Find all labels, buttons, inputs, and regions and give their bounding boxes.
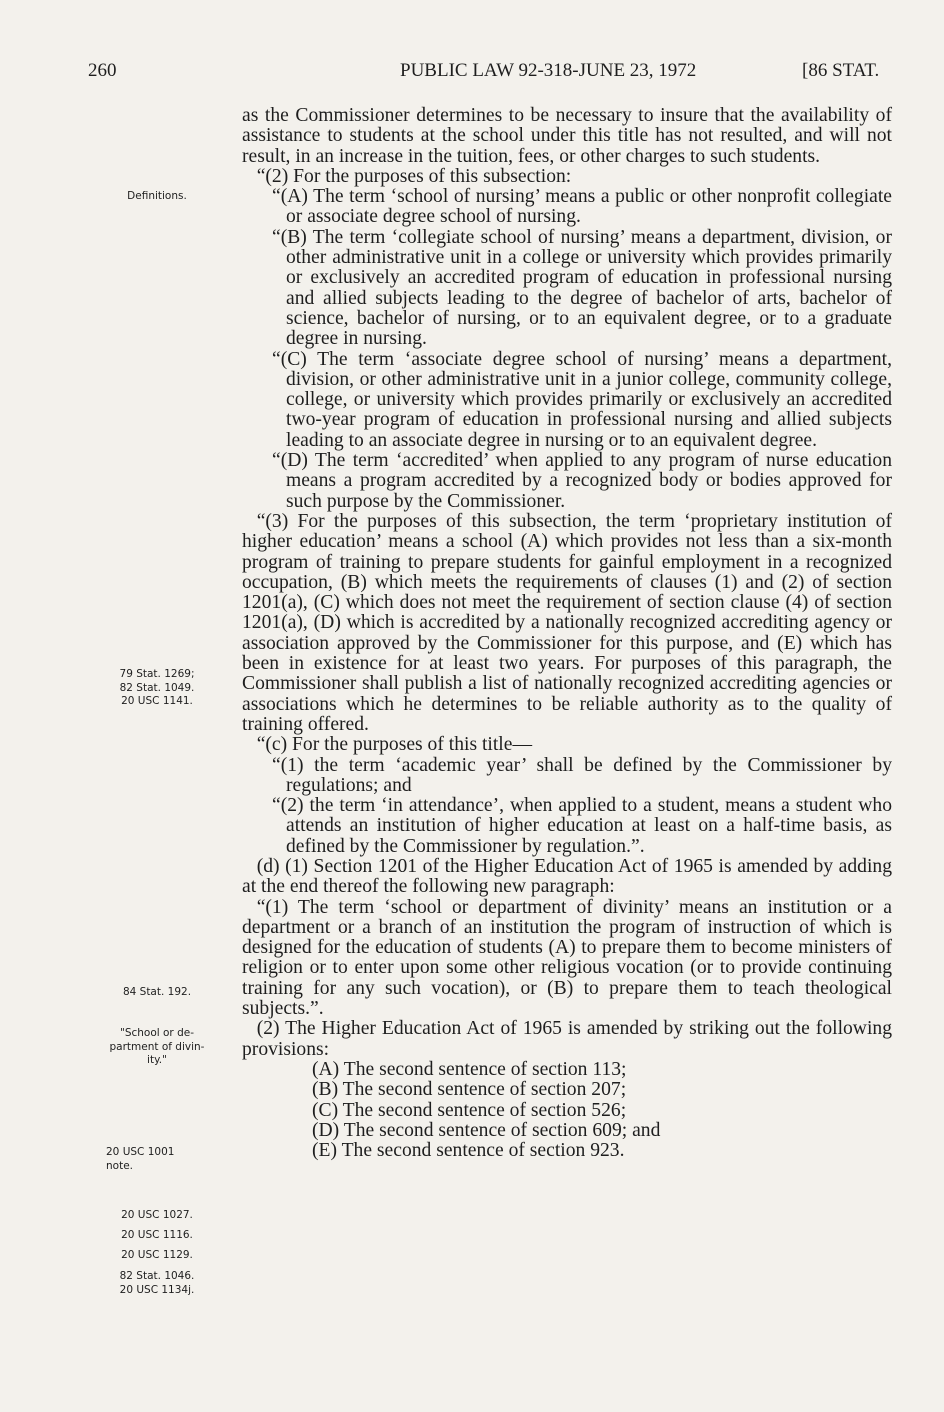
list-item: (A) The second sentence of section 113; [312,1058,627,1080]
running-title: PUBLIC LAW 92-318-JUNE 23, 1972 [400,60,697,81]
paragraph: “(B) The term ‘collegiate school of nursing’ means a department, division, or other administrative unit in a college or university which provides primarily or exclusively an accredited program of education in professional nursing and allied subjects leading to the degree of bachelor of arts, bachelor of science, bachelor of nursing, or to an equivalent degree, or to a graduate degree in nursing. [272,226,892,350]
margin-note-divinity: "School or de- partment of divin- ity." [109,1027,205,1067]
paragraph: “(1) The term ‘school or department of divinity’ means an institution or a department or a branch of an institution the program of instruction of which is designed for the education of students (A) to prepare them to become ministers of religion or to enter upon some other religious vocation (or to provide continuing training for any such vocation), or (B) to prepare them to teach theological subjects.”. [242,896,892,1020]
margin-note-citation: 79 Stat. 1269; 82 Stat. 1049. 20 USC 1141. [119,668,195,708]
margin-note-definitions: Definitions. [127,190,187,202]
margin-note-citation: 20 USC 1001 note. [106,1146,175,1172]
list-item: (C) The second sentence of section 526; [312,1099,627,1121]
list-item: (E) The second sentence of section 923. [312,1140,625,1162]
paragraph: (2) The Higher Education Act of 1965 is amended by striking out the following provisions: [242,1018,892,1060]
paragraph: “(3) For the purposes of this subsection, the term ‘proprietary institution of higher education’ means a school (A) which provides not less than a six-month program of training to prepare students for gainful employment in a recognized occupation, (B) which meets the requirements of clauses (1) and (2) of section 1201(a), (C) which does not meet the requirement of section clause (4) of section 1201(a), (D) which is accredited by a nationally recognized accrediting agency or association approved by the Commissioner for this purpose, and (E) which has been in existence for at least two years. For purposes of this paragraph, the Commissioner shall publish a list of nationally recognized accrediting agencies or associations which he determines to be reliable authority as to the quality of training offered. [242,510,892,735]
list-item: (D) The second sentence of section 609; and [312,1119,661,1141]
paragraph: “(2) the term ‘in attendance’, when applied to a student, means a student who attends an institution of higher education at least on a half-time basis, as defined by the Commissioner by regulation.”. [272,795,892,857]
list-item: (B) The second sentence of section 207; [312,1079,627,1101]
paragraph: (d) (1) Section 1201 of the Higher Education Act of 1965 is amended by adding at the end thereof the following new paragraph: [242,855,892,898]
paragraph: “(D) The term ‘accredited’ when applied to any program of nurse education means a program accredited by a recognized body or bodies approved for such purpose by the Commissioner. [272,450,892,512]
margin-note-citation: 84 Stat. 192. [122,986,192,998]
paragraph: “(2) For the purposes of this subsection: [256,165,572,187]
paragraph: “(C) The term ‘associate degree school of nursing’ means a department, division, or other administrative unit in a junior college, community college, college, or university which provides primarily or exclusively an accredited two-year program of education in professional nursing and allied subjects leading to an associate degree in nursing or to an equivalent degree. [272,348,892,451]
statute-reference: [86 STAT. [802,60,880,81]
margin-note-citation: 20 USC 1027. [121,1209,193,1221]
page-header [88,60,888,88]
margin-note-citation: 20 USC 1116. [121,1229,193,1241]
margin-note-citation: 82 Stat. 1046. 20 USC 1134j. [119,1270,195,1296]
paragraph: “(1) the term ‘academic year’ shall be defined by the Commissioner by regulations; and [272,754,892,796]
paragraph: “(A) The term ‘school of nursing’ means a public or other nonprofit collegiate or associate degree school of nursing. [272,186,892,228]
page-number: 260 [88,60,117,81]
paragraph: “(c) For the purposes of this title— [256,734,533,756]
body-text [242,106,892,1161]
margin-note-citation: 20 USC 1129. [121,1249,193,1261]
paragraph: as the Commissioner determines to be necessary to insure that the availability of assistance to students at the school under this title has not resulted, and will not result, in an increase in the tuition, fees, or other charges to such students. [242,105,892,167]
